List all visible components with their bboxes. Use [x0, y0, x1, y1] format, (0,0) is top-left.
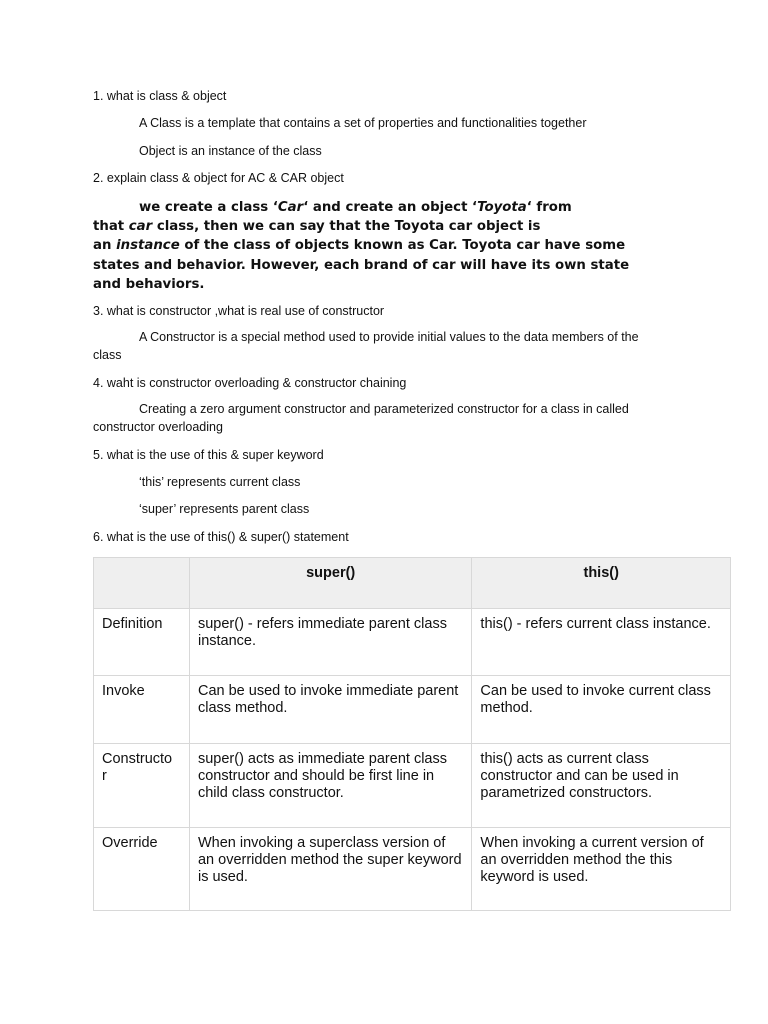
- answer-2-line: states and behavior. However, each brand of car will have its own state: [93, 257, 630, 273]
- row-label: Constructo r: [94, 744, 190, 828]
- answer-4-line-1: Creating a zero argument constructor and parameterized constructor for a class in called: [139, 402, 629, 416]
- question-1: 1. what is class & object: [93, 89, 227, 103]
- question-4: 4. waht is constructor overloading & constructor chaining: [93, 376, 407, 390]
- answer-2-line: that car class, then we can say that the Toyota car object is: [93, 219, 541, 235]
- table-row: [94, 744, 731, 828]
- answer-2-line: and behaviors.: [93, 276, 205, 292]
- answer-3-line-2: class: [93, 348, 122, 362]
- super-cell: Can be used to invoke immediate parent class method.: [189, 676, 471, 744]
- super-cell: When invoking a superclass version of an overridden method the super keyword is used.: [189, 828, 471, 911]
- table-header-row: [94, 558, 731, 609]
- this-cell: this() - refers current class instance.: [472, 609, 731, 676]
- header-cell-this: this(): [472, 558, 731, 609]
- this-cell: When invoking a current version of an overridden method the this keyword is used.: [472, 828, 731, 911]
- this-cell: Can be used to invoke current class method.: [472, 676, 731, 744]
- question-3: 3. what is constructor ,what is real use of constructor: [93, 304, 385, 318]
- super-cell: super() acts as immediate parent class constructor and should be first line in child class constructor.: [189, 744, 471, 828]
- question-5: 5. what is the use of this & super keyword: [93, 448, 324, 462]
- row-label: Definition: [94, 609, 190, 676]
- answer-5-super: ‘super’ represents parent class: [139, 502, 310, 516]
- header-cell-super: super(): [189, 558, 471, 609]
- answer-2-line: we create a class ‘Car‘ and create an object ‘Toyota‘ from: [139, 200, 572, 215]
- this-cell: this() acts as current class constructor and can be used in parametrized constructors.: [472, 744, 731, 828]
- answer-2-line: an instance of the class of objects known as Car. Toyota car have some: [93, 238, 626, 254]
- answer-1-class: A Class is a template that contains a set of properties and functionalities together: [139, 116, 587, 130]
- comparison-table: [93, 557, 731, 911]
- table-row: [94, 828, 731, 911]
- answer-5-this: ‘this’ represents current class: [139, 475, 301, 489]
- super-cell: super() - refers immediate parent class instance.: [189, 609, 471, 676]
- question-2: 2. explain class & object for AC & CAR object: [93, 171, 344, 185]
- answer-1-object: Object is an instance of the class: [139, 144, 322, 158]
- answer-4-line-2: constructor overloading: [93, 420, 223, 434]
- answer-3-line-1: A Constructor is a special method used to provide initial values to the data members of the: [139, 330, 639, 344]
- table-row: [94, 676, 731, 744]
- header-cell-empty: [94, 558, 190, 609]
- row-label: Invoke: [94, 676, 190, 744]
- question-6: 6. what is the use of this() & super() statement: [93, 530, 349, 544]
- row-label: Override: [94, 828, 190, 911]
- table-row: [94, 609, 731, 676]
- answer-2-paragraph: [93, 198, 693, 294]
